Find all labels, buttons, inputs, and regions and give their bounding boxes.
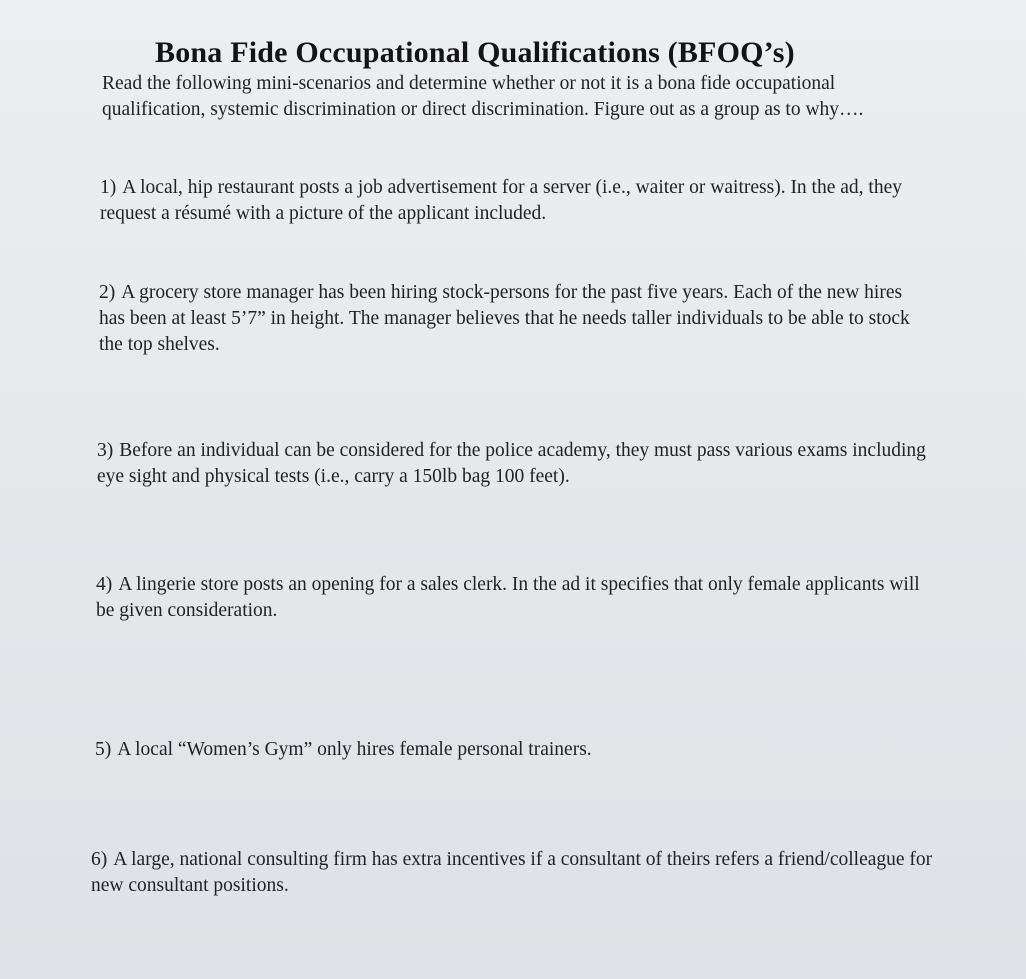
scenario-text: A lingerie store posts an opening for a sales clerk. In the ad it specifies that only female applicants will be given consideration.: [96, 574, 920, 621]
scenario-text: Before an individual can be considered for the police academy, they must pass various exams including eye sight and physical tests (i.e., carry a 150lb bag 100 feet).: [97, 440, 926, 487]
scenario-text: A local, hip restaurant posts a job advertisement for a server (i.e., waiter or waitress). In the ad, they request a résumé with a picture of the applicant included.: [100, 177, 902, 224]
scenario-item: [99, 280, 929, 358]
scenario-item: [96, 572, 926, 624]
scenario-number: 2): [99, 282, 116, 303]
scenario-text: A local “Women’s Gym” only hires female personal trainers.: [117, 739, 592, 760]
scenario-number: 1): [100, 177, 117, 198]
scenario-item: [95, 737, 925, 763]
scenario-number: 4): [96, 574, 113, 595]
scenario-item: [97, 438, 947, 490]
scenario-number: 3): [97, 440, 114, 461]
scenario-item: [100, 175, 940, 227]
scenario-text: A grocery store manager has been hiring stock-persons for the past five years. Each of the new hires has been at least 5’7” in height. The manager believes that he needs taller individuals to be able to stock the top shelves.: [99, 282, 910, 355]
instructions-paragraph: Read the following mini-scenarios and determine whether or not it is a bona fide occupational qualification, systemic discrimination or direct discrimination. Figure out as a group as to why….: [102, 73, 864, 120]
scenario-text: A large, national consulting firm has extra incentives if a consultant of theirs refers a friend/colleague for new consultant positions.: [91, 849, 933, 896]
page-title: Bona Fide Occupational Qualifications (BFOQ’s): [155, 36, 795, 69]
scenario-number: 6): [91, 849, 108, 870]
scenario-number: 5): [95, 739, 112, 760]
scenario-item: [91, 847, 951, 899]
